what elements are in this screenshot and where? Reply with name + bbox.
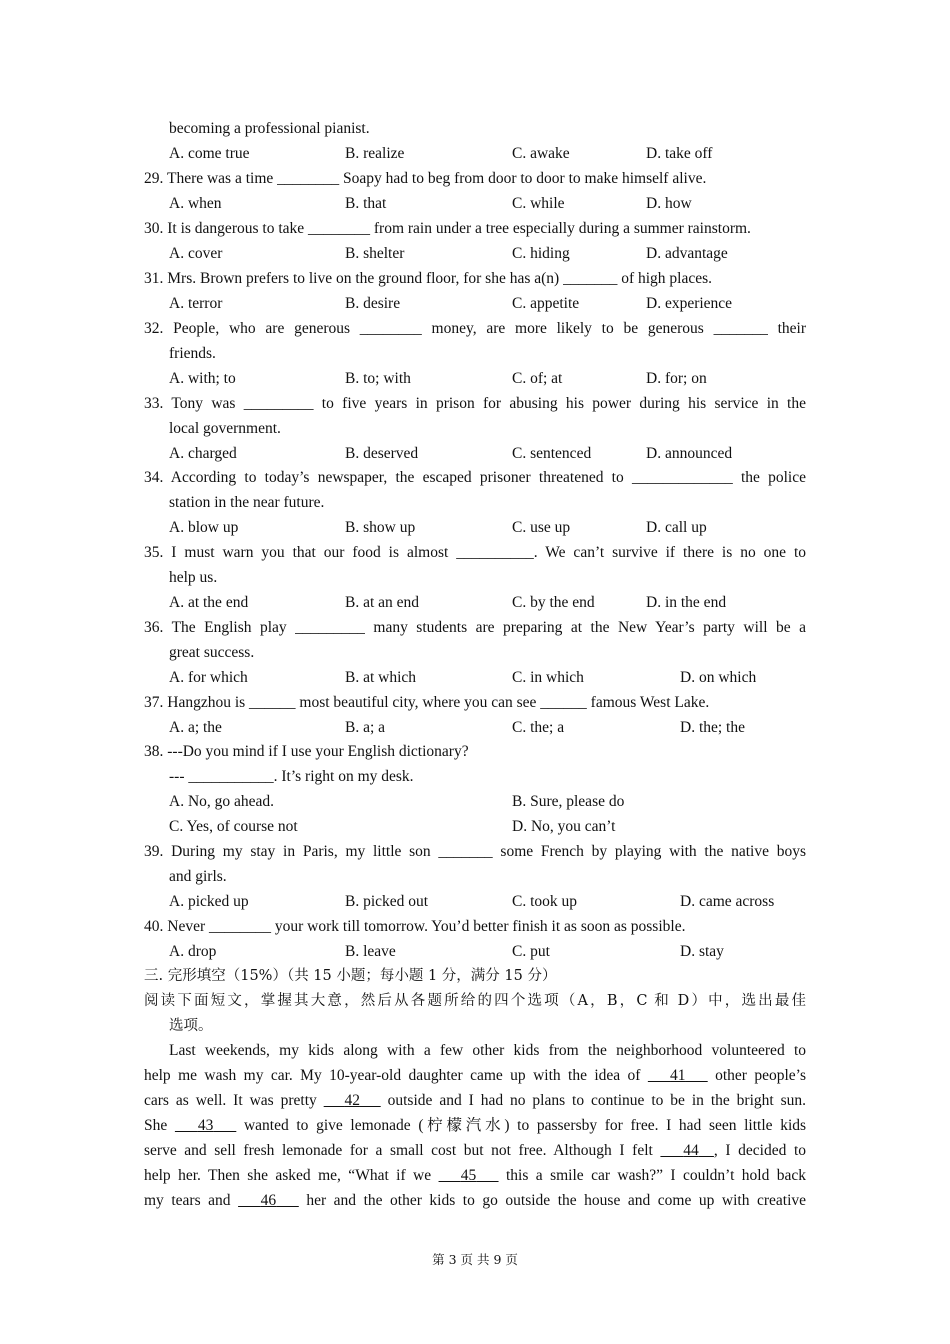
q30-option-c: C. hiding — [512, 245, 570, 262]
passage-line: Last weekends, my kids along with a few other kids from the neighborhood volunteered to — [169, 1042, 806, 1059]
q34-option-b: B. show up — [345, 519, 416, 536]
q36-stem-line2: great success. — [169, 644, 255, 661]
q39-option-b: B. picked out — [345, 893, 429, 910]
q35-stem-line2: help us. — [169, 569, 218, 586]
q30-option-a: A. cover — [169, 245, 223, 262]
passage-text: help her. Then she asked me, “What if we — [144, 1167, 432, 1184]
q38-option-d: D. No, you can’t — [512, 818, 616, 835]
q31-option-d: D. experience — [646, 295, 733, 312]
q32-option-b: B. to; with — [345, 370, 411, 387]
passage-text: wanted to give lemonade (柠檬汽水) to passersby for free. I had seen little kids — [243, 1117, 807, 1134]
section-heading: 三. 完形填空（15%）（共 15 小题；每小题 1 分，满分 15 分） — [144, 968, 557, 984]
q30-option-d: D. advantage — [646, 245, 728, 262]
q32-stem-line1: 32. People, who are generous ________ money, are more likely to be generous _______ their — [144, 320, 806, 337]
section-instruction-line2: 选项。 — [169, 1018, 213, 1034]
q35-option-b: B. at an end — [345, 594, 420, 611]
q39-stem-line1: 39. During my stay in Paris, my little son _______ some French by playing with the native boys — [144, 843, 806, 860]
q39-option-c: C. took up — [512, 893, 578, 910]
passage-text: help me wash my car. My 10-year-old daughter came up with the idea of — [144, 1067, 641, 1084]
q31-option-c: C. appetite — [512, 295, 580, 312]
page-number-footer: 第 3 页 共 9 页 — [432, 1252, 518, 1267]
q32-option-c: C. of; at — [512, 370, 563, 387]
q37-option-b: B. a; a — [345, 719, 386, 736]
q34-option-d: D. call up — [646, 519, 707, 536]
passage-line — [144, 1091, 806, 1111]
q29-option-b: B. that — [345, 195, 387, 212]
q28-option-a: A. come true — [169, 145, 250, 162]
passage-text: cars as well. It was pretty — [144, 1092, 317, 1109]
q38-stem-line2: --- ___________. It’s right on my desk. — [169, 768, 414, 785]
q34-option-a: A. blow up — [169, 519, 239, 536]
passage-text: outside and I had no plans to continue to be in the bright sun. — [387, 1092, 807, 1109]
q36-option-c: C. in which — [512, 669, 584, 686]
q38-option-a: A. No, go ahead. — [169, 793, 275, 810]
cloze-blank-42: 42 — [344, 1092, 360, 1109]
q33-option-b: B. deserved — [345, 445, 419, 462]
q37-option-c: C. the; a — [512, 719, 565, 736]
q40-option-a: A. drop — [169, 943, 217, 960]
passage-line — [144, 1191, 806, 1211]
passage-text: this a smile car wash?” I couldn’t hold back — [505, 1167, 807, 1184]
q30-stem: 30. It is dangerous to take ________ from rain under a tree especially during a summer rainstorm. — [144, 220, 751, 237]
q40-option-d: D. stay — [680, 943, 724, 960]
q40-option-b: B. leave — [345, 943, 396, 960]
q31-option-a: A. terror — [169, 295, 223, 312]
passage-text: She — [144, 1117, 168, 1134]
q33-stem-line2: local government. — [169, 420, 281, 437]
passage-text: my tears and — [144, 1192, 231, 1209]
passage-line — [144, 1141, 806, 1161]
passage-text: other people’s — [715, 1067, 806, 1084]
q28-continuation: becoming a professional pianist. — [169, 120, 370, 137]
q28-option-c: C. awake — [512, 145, 570, 162]
q28-option-d: D. take off — [646, 145, 713, 162]
passage-line — [144, 1066, 806, 1086]
q32-stem-line2: friends. — [169, 345, 216, 362]
q40-option-c: C. put — [512, 943, 550, 960]
q34-stem-line2: station in the near future. — [169, 494, 325, 511]
cloze-blank-46: 46 — [260, 1192, 277, 1209]
q36-option-b: B. at which — [345, 669, 417, 686]
passage-text: her and the other kids to go outside the house and come up with creative — [306, 1192, 807, 1209]
q33-option-d: D. announced — [646, 445, 733, 462]
q39-stem-line2: and girls. — [169, 868, 227, 885]
q36-option-d: D. on which — [680, 669, 757, 686]
q39-option-d: D. came across — [680, 893, 775, 910]
cloze-blank-45: 45 — [460, 1167, 477, 1184]
q37-stem: 37. Hangzhou is ______ most beautiful city, where you can see ______ famous West Lake. — [144, 694, 710, 711]
q38-option-c: C. Yes, of course not — [169, 818, 298, 835]
q36-option-a: A. for which — [169, 669, 248, 686]
q29-option-a: A. when — [169, 195, 222, 212]
passage-line — [144, 1116, 806, 1136]
q29-option-c: C. while — [512, 195, 565, 212]
q35-option-d: D. in the end — [646, 594, 727, 611]
q40-stem: 40. Never ________ your work till tomorrow. You’d better finish it as soon as possible. — [144, 918, 686, 935]
cloze-blank-44: 44 — [683, 1142, 699, 1159]
q35-option-c: C. by the end — [512, 594, 595, 611]
q31-stem: 31. Mrs. Brown prefers to live on the ground floor, for she has a(n) _______ of high places. — [144, 270, 713, 287]
q37-option-a: A. a; the — [169, 719, 222, 736]
q39-option-a: A. picked up — [169, 893, 249, 910]
q33-option-c: C. sentenced — [512, 445, 592, 462]
cloze-blank-41: 41 — [670, 1067, 686, 1084]
q30-option-b: B. shelter — [345, 245, 405, 262]
q34-option-c: C. use up — [512, 519, 571, 536]
q35-stem-line1: 35. I must warn you that our food is almost __________. We can’t survive if there is no one to — [144, 544, 806, 561]
q32-option-d: D. for; on — [646, 370, 707, 387]
q33-stem-line1: 33. Tony was _________ to five years in prison for abusing his power during his service in the — [144, 395, 806, 412]
q33-option-a: A. charged — [169, 445, 237, 462]
q37-option-d: D. the; the — [680, 719, 745, 736]
passage-line — [144, 1166, 806, 1186]
q38-stem-line1: 38. ---Do you mind if I use your English dictionary? — [144, 743, 469, 760]
q35-option-a: A. at the end — [169, 594, 249, 611]
cloze-blank-43: 43 — [197, 1117, 214, 1134]
q31-option-b: B. desire — [345, 295, 401, 312]
q34-stem-line1: 34. According to today’s newspaper, the escaped prisoner threatened to _____________ the police — [144, 469, 806, 486]
section-instruction-line1: 阅读下面短文，掌握其大意，然后从各题所给的四个选项（A，B，C 和 D）中，选出最佳 — [144, 993, 806, 1009]
q29-option-d: D. how — [646, 195, 692, 212]
q36-stem-line1: 36. The English play _________ many students are preparing at the New Year’s party will be a — [144, 619, 806, 636]
q29-stem: 29. There was a time ________ Soapy had to beg from door to door to make himself alive. — [144, 170, 707, 187]
q32-option-a: A. with; to — [169, 370, 236, 387]
q28-option-b: B. realize — [345, 145, 405, 162]
q38-option-b: B. Sure, please do — [512, 793, 625, 810]
passage-text: , I decided to — [713, 1142, 807, 1159]
passage-text: serve and sell fresh lemonade for a small cost but not free. Although I felt — [144, 1142, 653, 1159]
